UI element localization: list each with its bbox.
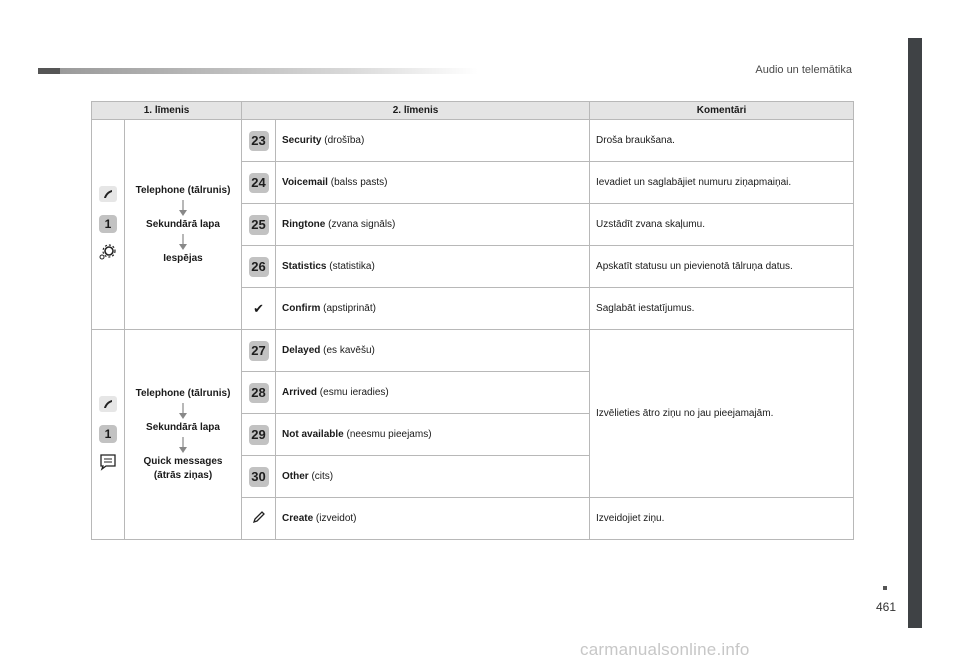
menu-item-confirm: Confirm (apstiprināt) xyxy=(276,288,590,330)
menu-table xyxy=(91,101,854,540)
item-number-badge: 25 xyxy=(249,215,269,235)
menu-telephone: Telephone (tālrunis) xyxy=(135,184,231,196)
item-number-badge: 27 xyxy=(249,341,269,361)
menu-item-ringtone: Ringtone (zvana signāls) xyxy=(276,204,590,246)
settings-icon xyxy=(98,253,118,264)
table-row xyxy=(92,120,854,162)
phone-icon xyxy=(99,396,117,412)
column-header-level2: 2. līmenis xyxy=(242,102,590,120)
page-number: 461 xyxy=(876,600,897,614)
level1-icons xyxy=(92,120,125,330)
message-icon xyxy=(98,463,118,474)
side-strip xyxy=(908,38,922,628)
item-number-badge: 30 xyxy=(249,467,269,487)
page-marker xyxy=(883,586,887,590)
menu-quick-messages: Quick messages (ātrās ziņas) xyxy=(143,455,223,481)
arrow-down-icon xyxy=(179,437,187,453)
checkmark-icon: ✔ xyxy=(242,288,276,330)
menu-telephone: Telephone (tālrunis) xyxy=(135,387,231,399)
comment: Apskatīt statusu un pievienotā tālruņa datus. xyxy=(590,246,854,288)
watermark: carmanualsonline.info xyxy=(580,640,750,659)
menu-item-statistics: Statistics (statistika) xyxy=(276,246,590,288)
arrow-down-icon xyxy=(179,403,187,419)
comment: Ievadiet un saglabājiet numuru ziņapmaiņai. xyxy=(590,162,854,204)
comment: Saglabāt iestatījumus. xyxy=(590,288,854,330)
menu-item-voicemail: Voicemail (balss pasts) xyxy=(276,162,590,204)
comment: Droša braukšana. xyxy=(590,120,854,162)
comment: Uzstādīt zvana skaļumu. xyxy=(590,204,854,246)
menu-item-create: Create (izveidot) xyxy=(276,498,590,540)
menu-options: Iespējas xyxy=(163,252,203,264)
menu-item-not-available: Not available (neesmu pieejams) xyxy=(276,414,590,456)
menu-item-delayed: Delayed (es kavēšu) xyxy=(276,330,590,372)
level1-icons xyxy=(92,330,125,540)
menu-item-other: Other (cits) xyxy=(276,456,590,498)
menu-item-security: Security (drošība) xyxy=(276,120,590,162)
table-row xyxy=(92,330,854,372)
item-number-badge: 26 xyxy=(249,257,269,277)
item-number-badge: 24 xyxy=(249,173,269,193)
table-header-row xyxy=(92,102,854,120)
arrow-down-icon xyxy=(179,200,187,216)
level1-path xyxy=(125,330,242,540)
section-title: Audio un telemātika xyxy=(755,64,852,76)
item-number-badge: 23 xyxy=(249,131,269,151)
pencil-icon xyxy=(242,498,276,540)
comment: Izvēlieties ātro ziņu no jau pieejamajām. xyxy=(590,330,854,498)
column-header-comments: Komentāri xyxy=(590,102,854,120)
menu-secondary-page: Sekundārā lapa xyxy=(146,421,220,433)
item-number-badge: 29 xyxy=(249,425,269,445)
header-gradient-bar xyxy=(38,68,478,74)
phone-icon xyxy=(99,186,117,202)
menu-secondary-page: Sekundārā lapa xyxy=(146,218,220,230)
comment: Izveidojiet ziņu. xyxy=(590,498,854,540)
item-number-badge: 28 xyxy=(249,383,269,403)
level-badge: 1 xyxy=(99,215,117,233)
arrow-down-icon xyxy=(179,234,187,250)
level1-path xyxy=(125,120,242,330)
menu-item-arrived: Arrived (esmu ieradies) xyxy=(276,372,590,414)
column-header-level1: 1. līmenis xyxy=(92,102,242,120)
level-badge: 1 xyxy=(99,425,117,443)
